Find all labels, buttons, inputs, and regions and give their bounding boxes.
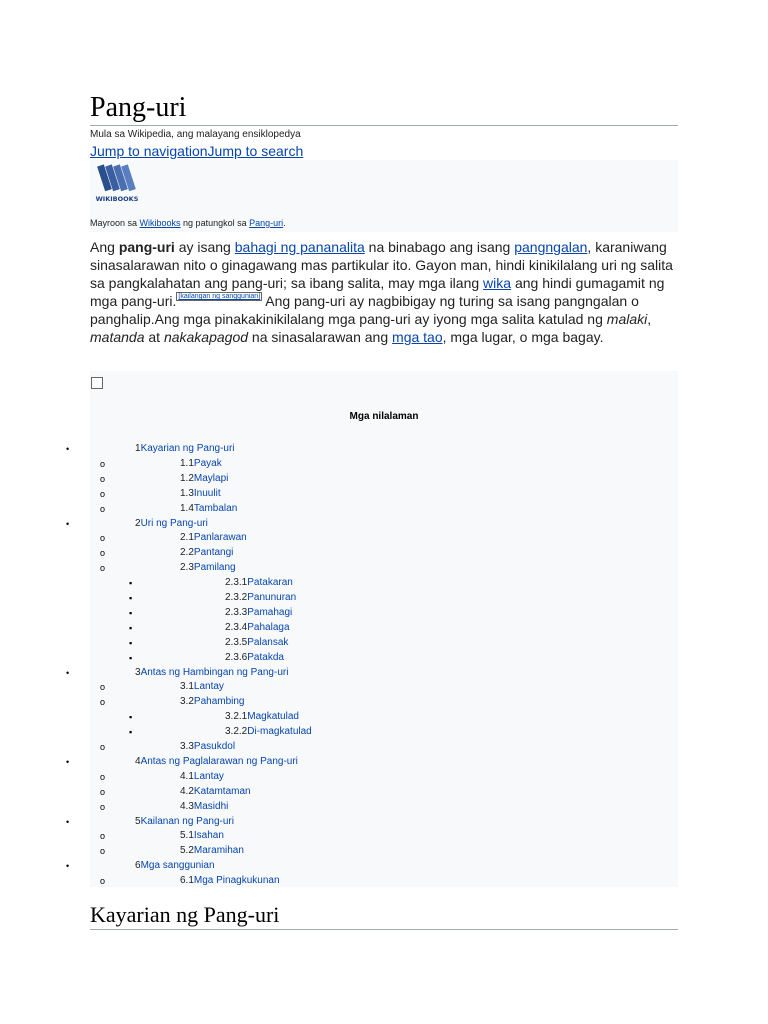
- toc-bullet-icon: o: [100, 548, 106, 559]
- link-pangngalan[interactable]: pangngalan: [514, 239, 588, 255]
- toc-item[interactable]: [225, 725, 312, 739]
- toc-bullet-icon: o: [100, 682, 106, 693]
- toc-item-label: Mga Pinagkukunan: [193, 875, 280, 887]
- toc-item-label: Payak: [193, 457, 222, 469]
- toc-item[interactable]: [135, 666, 288, 680]
- toc-bullet-icon: •: [66, 756, 70, 767]
- toc-bullet-icon: •: [66, 518, 70, 529]
- toc-title: Mga nilalaman: [349, 411, 419, 422]
- toc-item-number: 1.1: [180, 457, 194, 469]
- toc-item-label: Inuulit: [193, 487, 221, 499]
- wikibooks-topic-link[interactable]: Pang-uri: [249, 218, 284, 228]
- toc-item[interactable]: [135, 442, 235, 456]
- toc-bullet-icon: o: [100, 876, 106, 887]
- toc-bullet-icon: •: [66, 861, 70, 872]
- toc-item-label: Maylapi: [193, 472, 229, 484]
- toc-bullet-icon: ▪: [129, 622, 133, 633]
- toc-item[interactable]: [225, 576, 293, 590]
- toc-bullet-icon: o: [100, 458, 106, 469]
- toc-item-label: Pantangi: [193, 547, 234, 559]
- toc-item[interactable]: [180, 874, 280, 888]
- toc-item-label: Lantay: [193, 681, 224, 693]
- toc-item-label: Pahambing: [193, 696, 245, 708]
- toc-item-label: Isahan: [193, 830, 224, 842]
- toc-item-label: Pahalaga: [247, 621, 290, 633]
- toc-bullet-icon: ▪: [129, 652, 133, 663]
- toc-item[interactable]: [180, 546, 233, 560]
- toc-bullet-icon: o: [100, 801, 106, 812]
- toc-item[interactable]: [180, 695, 245, 709]
- toc-item-number: 6.1: [180, 875, 194, 887]
- title-divider: [90, 125, 678, 126]
- toc-bullet-icon: ▪: [129, 637, 133, 648]
- toc-item-label: Uri ng Pang-uri: [140, 517, 208, 529]
- toc-bullet-icon: o: [100, 771, 106, 782]
- toc-bullet-icon: ▪: [129, 593, 133, 603]
- toc-item[interactable]: [180, 800, 228, 814]
- toc-item[interactable]: [180, 502, 237, 516]
- section-divider: [90, 929, 678, 930]
- toc-item-label: Magkatulad: [247, 711, 299, 723]
- toc-bullet-icon: ▪: [129, 578, 133, 589]
- site-tagline: Mula sa Wikipedia, ang malayang ensiklopedya: [90, 129, 301, 140]
- toc-item-label: Pamilang: [193, 562, 236, 574]
- toc-item[interactable]: [180, 561, 236, 575]
- toc-item-label: Antas ng Paglalarawan ng Pang-uri: [140, 755, 298, 767]
- wikibooks-link[interactable]: Wikibooks: [139, 218, 181, 228]
- toc-bullet-icon: o: [100, 533, 106, 544]
- toc-item[interactable]: [180, 680, 224, 694]
- link-wika[interactable]: wika: [483, 275, 512, 291]
- toc-item-number: 2.2: [180, 547, 194, 559]
- toc-item-number: 4.1: [180, 770, 194, 782]
- citation-needed-link[interactable]: [kailangan ng sanggunian]: [178, 293, 261, 300]
- toc-item[interactable]: [135, 815, 234, 829]
- toc-item[interactable]: [225, 606, 292, 620]
- toc-item-label: Mga sanggunian: [140, 860, 215, 872]
- toc-item-number: 4: [135, 755, 141, 767]
- toc-item-number: 2.3.2: [225, 592, 248, 603]
- toc-item[interactable]: [180, 740, 235, 754]
- toc-bullet-icon: •: [66, 816, 70, 827]
- toc-bullet-icon: o: [100, 786, 106, 797]
- toc-item-number: 3.2: [180, 696, 194, 708]
- toc-item-number: 2.1: [180, 532, 194, 544]
- toc-item-number: 3.3: [180, 741, 194, 752]
- toc-item-number: 1.2: [180, 472, 194, 484]
- section-heading: Kayarian ng Pang-uri: [90, 902, 280, 927]
- jump-to-navigation-link[interactable]: Jump to navigation: [90, 143, 208, 159]
- link-bahagi-ng-pananalita[interactable]: bahagi ng pananalita: [234, 239, 365, 255]
- toc-item[interactable]: [135, 517, 208, 531]
- toc-bullet-icon: ▪: [129, 607, 133, 618]
- toc-item[interactable]: [135, 755, 298, 769]
- toc-item-number: 6: [135, 860, 141, 872]
- toc-item-number: 5.2: [180, 845, 194, 857]
- toc-item-number: 2.3.4: [225, 621, 248, 633]
- toc-item-number: 3.1: [180, 681, 194, 693]
- toc-item-label: Pasukdol: [193, 741, 236, 752]
- toc-item-number: 4.3: [180, 800, 194, 812]
- toc-item-label: Katamtaman: [193, 785, 251, 797]
- toc-item-number: 1: [135, 443, 141, 454]
- toc-item-label: Antas ng Hambingan ng Pang-uri: [140, 666, 289, 678]
- toc-item-label: Panlarawan: [193, 532, 247, 544]
- toc-bullet-icon: o: [100, 846, 106, 857]
- toc-item-number: 4.2: [180, 785, 194, 797]
- toc-item-number: 2: [135, 517, 141, 529]
- toc-item[interactable]: [180, 457, 222, 471]
- toc-bullet-icon: •: [66, 667, 70, 678]
- toc-item-label: Tambalan: [193, 502, 238, 514]
- toc-item[interactable]: [225, 710, 299, 724]
- toc-toggle-checkbox[interactable]: [91, 377, 103, 389]
- toc-item[interactable]: [180, 785, 251, 799]
- toc-bullet-icon: o: [100, 697, 106, 708]
- toc-item-label: Patakda: [247, 651, 284, 663]
- toc-item[interactable]: [180, 829, 224, 843]
- link-mga-tao[interactable]: mga tao: [392, 329, 443, 345]
- toc-item-number: 2.3.1: [225, 577, 248, 589]
- toc-item[interactable]: [180, 844, 244, 858]
- table-of-contents: [66, 371, 678, 887]
- toc-item[interactable]: [180, 531, 247, 545]
- toc-item-number: 5: [135, 815, 141, 827]
- toc-item-number: 3.2.2: [225, 726, 248, 738]
- toc-bullet-icon: ▪: [129, 727, 133, 738]
- toc-item-label: Panunuran: [247, 592, 297, 603]
- toc-item-number: 5.1: [180, 830, 194, 842]
- toc-bullet-icon: o: [100, 742, 106, 752]
- page-title: Pang-uri: [90, 92, 187, 123]
- toc-item-number: 3: [135, 666, 141, 678]
- toc-bullet-icon: o: [100, 473, 106, 484]
- toc-item-number: 1.4: [180, 502, 194, 514]
- toc-item[interactable]: [180, 770, 224, 784]
- toc-bullet-icon: o: [100, 831, 106, 842]
- toc-item-label: Maramihan: [193, 845, 244, 857]
- toc-bullet-icon: o: [100, 488, 106, 499]
- toc-bullet-icon: ▪: [129, 712, 133, 723]
- jump-to-search-link[interactable]: Jump to search: [207, 143, 304, 159]
- jump-links: [90, 143, 303, 159]
- toc-item[interactable]: [225, 591, 296, 605]
- toc-item-label: Patakaran: [247, 577, 293, 589]
- toc-item-label: Lantay: [193, 770, 224, 782]
- toc-item-number: 2.3.5: [225, 636, 248, 648]
- wikibooks-note: Mayroon sa Wikibooks ng patungkol sa Pang-uri.: [90, 218, 286, 228]
- toc-item-label: Palansak: [247, 636, 289, 648]
- toc-item-label: Di-magkatulad: [247, 726, 312, 738]
- toc-item-number: 3.2.1: [225, 711, 248, 723]
- toc-item-label: Masidhi: [193, 800, 229, 812]
- toc-item-number: 1.3: [180, 487, 194, 499]
- toc-item[interactable]: [180, 487, 221, 501]
- wikibooks-logo-text: WIKIBOOKS: [95, 195, 139, 203]
- toc-item[interactable]: [135, 859, 215, 873]
- toc-item-label: Kayarian ng Pang-uri: [140, 443, 235, 454]
- intro-paragraph: Ang pang-uri ay isang bahagi ng pananalita na binabago ang isang pangngalan, karaniwang sinasalarawan nito o ginagawang mas partikular ito. Gayon man, hindi kinikilalang uri ng salita sa pangkalahatan ang pang-uri; sa ibang salita, may mga ilang wika ang hindi gumagamit ng mga pang-uri. [kailangan ng sanggunian] Ang pang-uri ay nagbibigay ng turing sa isang pangngalan o panghalip.Ang mga pinakakinikilalang mga pang-uri ay iyong mga salita katulad ng malaki, matanda at nakakapagod na sinasalarawan ang mga tao, mga lugar, o mga bagay.: [90, 239, 673, 345]
- toc-item-label: Pamahagi: [247, 606, 293, 618]
- toc-item-number: 2.3.6: [225, 651, 248, 663]
- toc-item-number: 2.3: [180, 562, 194, 574]
- toc-item[interactable]: [225, 636, 288, 650]
- toc-item-label: Kailanan ng Pang-uri: [140, 815, 234, 827]
- wikibooks-logo-icon: [94, 163, 140, 207]
- toc-bullet-icon: o: [100, 563, 106, 574]
- toc-item[interactable]: [225, 621, 290, 635]
- toc-bullet-icon: •: [66, 444, 70, 454]
- toc-item[interactable]: [225, 651, 284, 665]
- toc-item[interactable]: [180, 472, 228, 486]
- toc-bullet-icon: o: [100, 503, 106, 514]
- toc-item-number: 2.3.3: [225, 606, 248, 618]
